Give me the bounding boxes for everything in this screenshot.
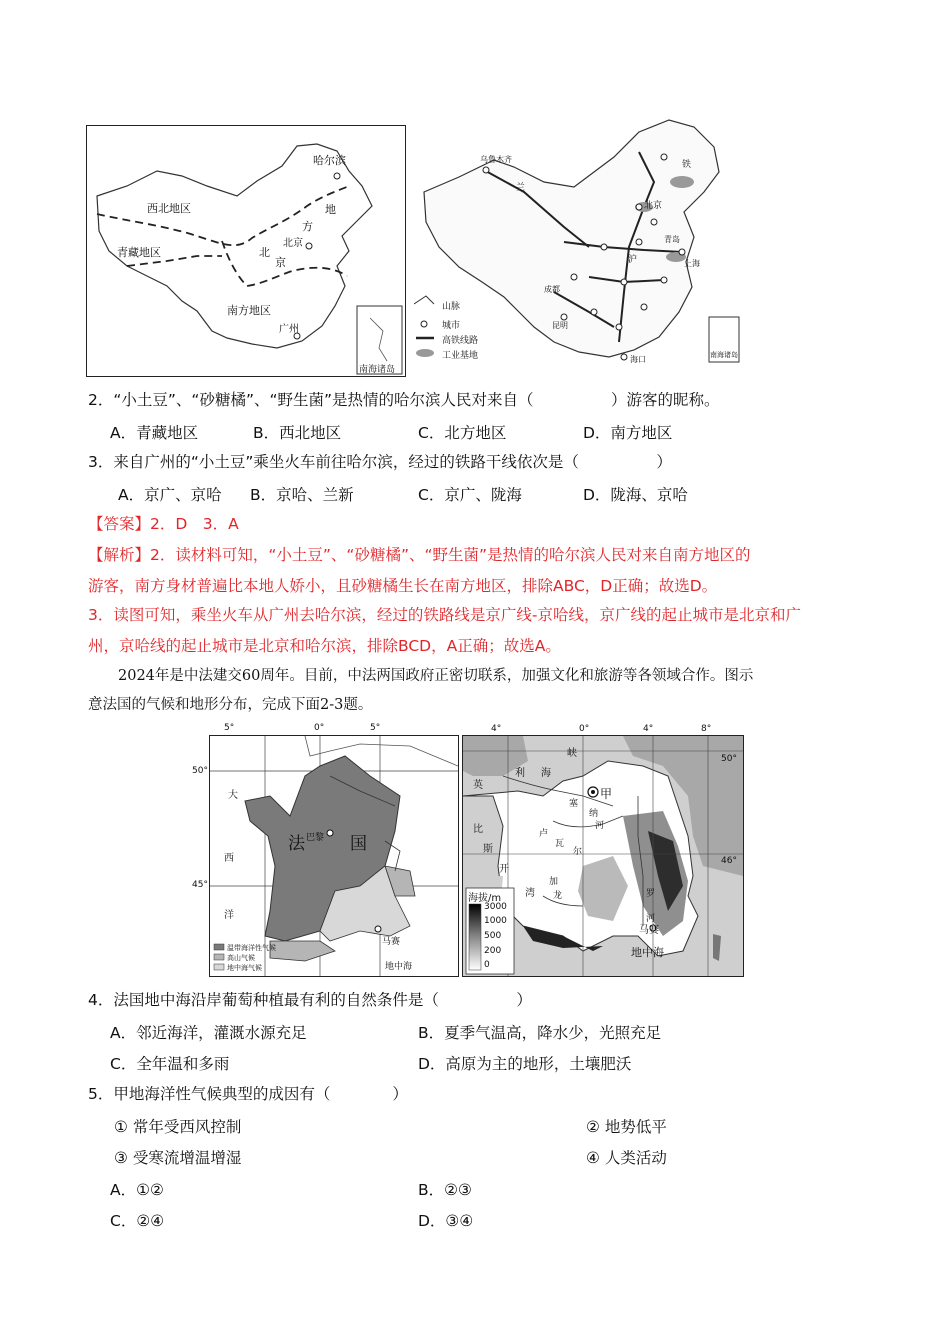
terrain-legend-0: 0 <box>484 960 490 970</box>
city-shanghai: 上海 <box>684 259 700 268</box>
terrain-legend-3000: 3000 <box>484 902 507 912</box>
label-north-a: 北 <box>259 246 270 259</box>
q4-option-b[interactable]: B．夏季气温高，降水少，光照充足 <box>418 1024 662 1042</box>
france-terrain-map <box>462 724 744 977</box>
city-urumqi: 乌鲁木齐 <box>480 155 512 164</box>
terrain-label-jia: 甲 <box>600 787 613 801</box>
france-climate-map <box>192 723 459 977</box>
q2-option-a[interactable]: A．青藏地区 <box>110 424 199 442</box>
china-railway-map <box>414 112 744 374</box>
climate-label-med: 地中海 <box>385 962 413 972</box>
terrain-label-xia: 峡 <box>567 748 577 759</box>
city-qingdao: 青岛 <box>664 235 680 244</box>
label-harbin: 哈尔滨 <box>313 154 346 167</box>
terrain-legend-200: 200 <box>484 946 502 956</box>
question-2-stem: 2．“小土豆”、“砂糖橘”、“野生菌”是热情的哈尔滨人民对来自（ ）游客的昵称。 <box>88 391 720 409</box>
terrain-label-er: 尔 <box>573 847 583 857</box>
climate-label-marseille: 马赛 <box>382 937 401 947</box>
climate-lat-50: 50° <box>192 766 208 776</box>
label-south: 南方地区 <box>227 304 271 317</box>
analysis-line-1: 【解析】2．读材料可知，“小土豆”、“砂糖橘”、“野生菌”是热情的哈尔滨人民对来自南方地区的 <box>88 546 751 564</box>
china-region-map <box>86 125 406 377</box>
terrain-label-jia2: 加 <box>549 877 559 887</box>
label-inset: 南海诸岛 <box>710 351 738 359</box>
label-qingzang: 青藏地区 <box>117 246 161 259</box>
climate-lon-5e: 5° <box>370 723 381 733</box>
terrain-label-luo: 罗 <box>646 889 656 899</box>
analysis-line-2: 游客，南方身材普遍比本地人娇小，且砂糖橘生长在南方地区，排除ABC，D正确；故选D。 <box>88 577 718 595</box>
terrain-label-kai: 开 <box>499 864 509 875</box>
q2-option-d[interactable]: D．南方地区 <box>583 424 673 442</box>
label-northwest: 西北地区 <box>147 202 191 215</box>
terrain-label-na: 纳 <box>589 809 599 819</box>
question-5-stem: 5．甲地海洋性气候典型的成因有（ ） <box>88 1085 408 1103</box>
terrain-label-ying: 英 <box>473 780 483 791</box>
climate-label-paris: 巴黎 <box>306 833 325 843</box>
climate-lon-0: 0° <box>314 723 325 733</box>
city-kunming: 昆明 <box>552 321 568 330</box>
climate-lon-5w: 5° <box>224 723 235 733</box>
terrain-lon-0: 0° <box>579 724 590 734</box>
q5-choice-2: ② 地势低平 <box>586 1118 667 1136</box>
label-guangzhou: 广州 <box>279 324 299 335</box>
terrain-label-long: 龙 <box>553 891 563 901</box>
climate-label-guo: 国 <box>350 834 367 854</box>
terrain-lat-50: 50° <box>721 754 737 764</box>
terrain-label-lu: 卢 <box>539 829 549 839</box>
terrain-label-bi: 比 <box>473 824 483 835</box>
label-north-c: 方 <box>302 220 313 233</box>
climate-label-yang: 洋 <box>224 910 234 921</box>
label-inset: 南海诸岛 <box>359 365 396 375</box>
terrain-label-si: 斯 <box>483 844 493 855</box>
city-beijing: 北京 <box>644 201 663 211</box>
city-tie: 铁 <box>682 160 692 170</box>
climate-label-fa: 法 <box>288 834 305 854</box>
passage-line-1: 2024年是中法建交60周年。目前，中法两国政府正密切联系，加强文化和旅游等各领域合作。图示 <box>118 668 754 684</box>
q5-option-b[interactable]: B．②③ <box>418 1181 472 1199</box>
q5-choice-3: ③ 受寒流增温增湿 <box>114 1149 242 1167</box>
city-haikou: 海口 <box>630 355 646 364</box>
city-lan: 兰 <box>516 183 526 193</box>
climate-lat-45: 45° <box>192 880 208 890</box>
city-hu: 沪 <box>628 255 638 265</box>
terrain-label-sai: 塞 <box>569 799 579 809</box>
terrain-label-marseille: 马赛 <box>639 925 659 936</box>
legend-city: 城市 <box>442 321 461 331</box>
analysis-line-3: 3．读图可知，乘坐火车从广州去哈尔滨，经过的铁路线是京广线-京哈线，京广线的起止城市是北京和广 <box>88 606 801 624</box>
q3-option-c[interactable]: C．京广、陇海 <box>418 486 522 504</box>
terrain-label-med: 地中海 <box>631 946 664 959</box>
q2-option-c[interactable]: C．北方地区 <box>418 424 507 442</box>
climate-label-da: 大 <box>228 790 238 801</box>
legend-rail: 高铁线路 <box>442 336 479 346</box>
terrain-lon-4e: 4° <box>643 724 654 734</box>
question-3-stem: 3．来自广州的“小土豆”乘坐火车前往哈尔滨，经过的铁路干线依次是（ ） <box>88 453 672 471</box>
terrain-legend-500: 500 <box>484 931 502 941</box>
label-north-d: 地 <box>325 203 336 216</box>
terrain-legend-title: 海拔/m <box>468 893 502 904</box>
passage-line-2: 意法国的气候和地形分布，完成下面2-3题。 <box>88 697 373 713</box>
climate-legend-alpine: 高山气候 <box>227 954 255 962</box>
q5-option-c[interactable]: C．②④ <box>110 1212 165 1230</box>
q3-option-b[interactable]: B．京哈、兰新 <box>250 486 354 504</box>
q5-choice-1: ① 常年受西风控制 <box>114 1118 242 1136</box>
q5-option-a[interactable]: A．①② <box>110 1181 164 1199</box>
climate-legend-med: 地中海气候 <box>227 964 262 972</box>
q5-option-d[interactable]: D．③④ <box>418 1212 474 1230</box>
q5-choice-4: ④ 人类活动 <box>586 1149 667 1167</box>
q4-option-a[interactable]: A．邻近海洋，灌溉水源充足 <box>110 1024 307 1042</box>
terrain-lon-8e: 8° <box>701 724 712 734</box>
terrain-legend-1000: 1000 <box>484 916 507 926</box>
q3-option-d[interactable]: D．陇海、京哈 <box>583 486 688 504</box>
terrain-label-he: 河 <box>595 821 605 831</box>
terrain-label-wa: 瓦 <box>555 839 565 849</box>
terrain-label-hai: 海 <box>541 768 551 779</box>
legend-mountain: 山脉 <box>442 302 461 312</box>
legend-industry: 工业基地 <box>442 351 479 361</box>
q3-option-a[interactable]: A．京广、京哈 <box>118 486 222 504</box>
q2-option-b[interactable]: B．西北地区 <box>253 424 342 442</box>
terrain-label-li: 利 <box>515 768 525 779</box>
analysis-line-4: 州，京哈线的起止城市是北京和哈尔滨，排除BCD，A正确；故选A。 <box>88 637 561 655</box>
q4-option-c[interactable]: C．全年温和多雨 <box>110 1055 230 1073</box>
terrain-lat-46: 46° <box>721 856 737 866</box>
question-4-stem: 4．法国地中海沿岸葡萄种植最有利的自然条件是（ ） <box>88 991 532 1009</box>
label-north-b: 京 <box>275 256 286 269</box>
climate-legend-oceanic: 温带海洋性气候 <box>227 944 276 952</box>
city-chengdu: 成都 <box>544 285 560 294</box>
q4-option-d[interactable]: D．高原为主的地形，土壤肥沃 <box>418 1055 632 1073</box>
terrain-label-he2: 河 <box>646 914 656 924</box>
terrain-lon-4w: 4° <box>491 724 502 734</box>
climate-label-xi: 西 <box>224 853 234 864</box>
label-beijing: 北京 <box>283 238 303 249</box>
answer-line: 【答案】2．D 3．A <box>88 515 239 533</box>
terrain-label-wan: 湾 <box>525 888 535 899</box>
